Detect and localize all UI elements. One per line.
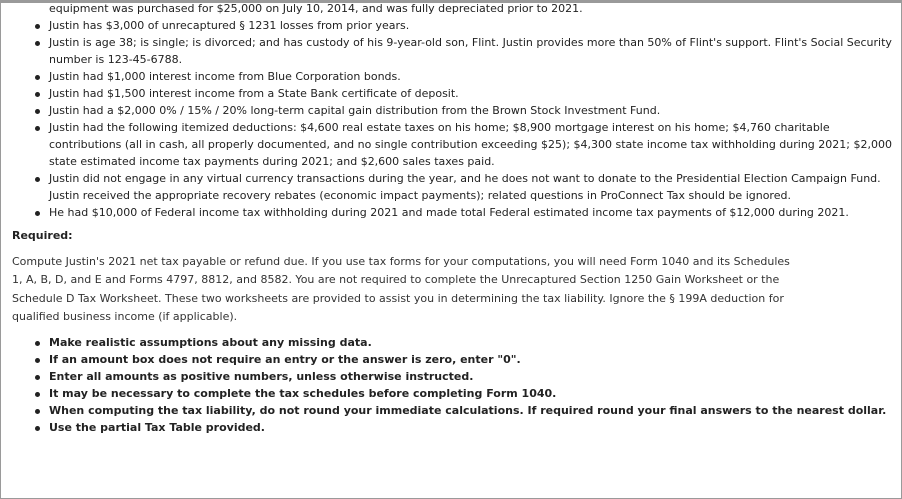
list-item: Justin is age 38; is single; is divorced; and has custody of his 9-year-old son, Flint. Justin provides more than 50% of Flint's support. Flint's Social Security number is 123-45-6788. [12, 34, 892, 68]
instruction-item: It may be necessary to complete the tax schedules before completing Form 1040. [12, 385, 892, 402]
instructions-list [12, 334, 892, 436]
list-item: Justin has $3,000 of unrecaptured § 1231 losses from prior years. [12, 17, 892, 34]
facts-list [12, 0, 892, 221]
required-heading: Required: [12, 229, 73, 242]
instruction-item: If an amount box does not require an entry or the answer is zero, enter "0". [12, 351, 892, 368]
list-item: Justin had $1,000 interest income from Blue Corporation bonds. [12, 68, 892, 85]
problem-content [12, 0, 892, 436]
list-item-continuation: equipment was purchased for $25,000 on July 10, 2014, and was fully depreciated prior to 2021. [49, 2, 583, 15]
instruction-item: When computing the tax liability, do not round your immediate calculations. If required round your final answers to the nearest dollar. [12, 402, 892, 419]
list-item: Justin did not engage in any virtual currency transactions during the year, and he does not want to donate to the Presidential Election Campaign Fund. Justin received the appropriate recovery rebates (economic impact payments); related questions in ProConnect Tax should be ignored. [12, 170, 892, 204]
list-item: Justin had a $2,000 0% / 15% / 20% long-term capital gain distribution from the Brown Stock Investment Fund. [12, 102, 892, 119]
list-item: Justin had the following itemized deductions: $4,600 real estate taxes on his home; $8,900 mortgage interest on his home; $4,760 charitable contributions (all in cash, all properly documented, and no single contribution exceeding $25); $4,300 state income tax withholding during 2021; $2,000 state estimated income tax payments during 2021; and $2,600 sales taxes paid. [12, 119, 892, 170]
instruction-item: Use the partial Tax Table provided. [12, 419, 892, 436]
required-paragraph: Compute Justin's 2021 net tax payable or refund due. If you use tax forms for your computations, you will need Form 1040 and its Schedules 1, A, B, D, and E and Forms 4797, 8812, and 8582. You are not required to complete the Unrecaptured Section 1250 Gain Worksheet or the Schedule D Tax Worksheet. These two worksheets are provided to assist you in determining the tax liability. Ignore the § 199A deduction for qualified business income (if applicable). [12, 255, 790, 323]
instruction-item: Make realistic assumptions about any missing data. [12, 334, 892, 351]
list-item: Justin had $1,500 interest income from a State Bank certificate of deposit. [12, 85, 892, 102]
instruction-item: Enter all amounts as positive numbers, unless otherwise instructed. [12, 368, 892, 385]
list-item: He had $10,000 of Federal income tax withholding during 2021 and made total Federal estimated income tax payments of $12,000 during 2021. [12, 204, 892, 221]
